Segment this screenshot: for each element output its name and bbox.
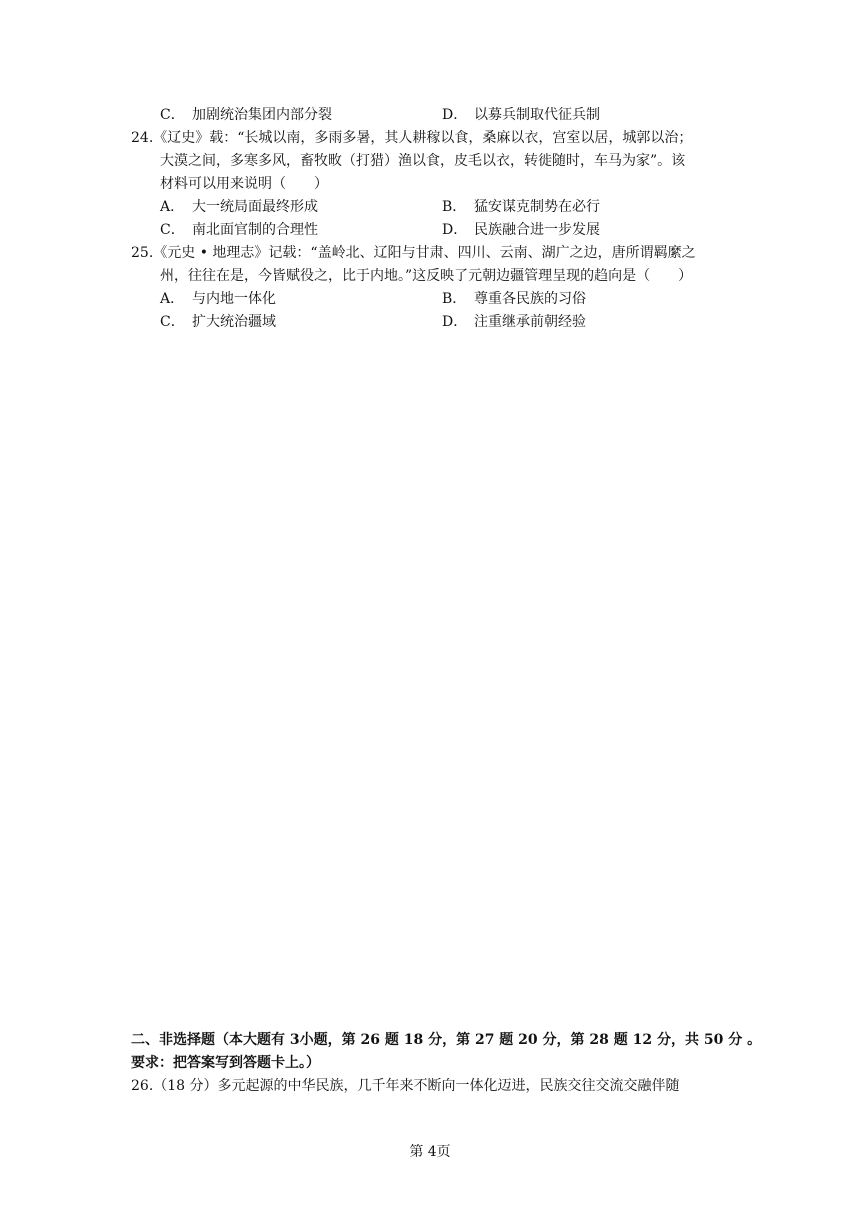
- q24-options-row-cd: [160, 219, 760, 242]
- q24-option-c: C． 南北面官制的合理性: [160, 222, 318, 238]
- page-number: 第 4页: [409, 1144, 451, 1160]
- q25-option-a: A． 与内地一体化: [160, 291, 276, 307]
- section2-heading-line-2: 要求：把答案写到答题卡上。）: [131, 1055, 320, 1071]
- q24-option-d: D． 民族融合进一步发展: [442, 222, 600, 238]
- q23-option-d: D． 以募兵制取代征兵制: [442, 107, 600, 123]
- section2-heading-line-1: 二、非选择题（本大题有 3小题，第 26 题 18 分，第 27 题 20 分，第 28 题 12 分，共 50 分 。: [131, 1032, 762, 1048]
- q25-options-row-ab: [160, 288, 760, 311]
- q25-stem-line-2: 州，往往在是，今皆赋役之，比于内地。”这反映了元朝边疆管理呈现的趋向是（ ）: [160, 268, 693, 284]
- q24-stem-line-3: 材料可以用来说明（ ）: [160, 176, 328, 192]
- q25-option-b: B． 尊重各民族的习俗: [442, 291, 586, 307]
- q24-option-a: A． 大一统局面最终形成: [160, 199, 318, 215]
- q24-stem-line-1: 24.《辽史》载：“长城以南，多雨多暑，其人耕稼以食，桑麻以衣，宫室以居，城郭以治；: [131, 130, 693, 146]
- q23-option-c: C． 加剧统治集团内部分裂: [160, 107, 332, 123]
- q24-stem-line-2: 大漠之间，多寒多风，畜牧畋（打猎）渔以食，皮毛以衣，转徙随时，车马为家”。该: [160, 153, 686, 169]
- q24-option-b: B． 猛安谋克制势在必行: [442, 199, 600, 215]
- q23-options-row-cd: [160, 104, 760, 127]
- q25-option-d: D． 注重继承前朝经验: [442, 314, 586, 330]
- q24-options-row-ab: [160, 196, 760, 219]
- q26-stem-line-1: 26.（18 分）多元起源的中华民族，几千年来不断向一体化迈进，民族交往交流交融伴随: [131, 1078, 680, 1094]
- q25-option-c: C． 扩大统治疆域: [160, 314, 276, 330]
- q25-options-row-cd: [160, 311, 760, 334]
- q25-stem-line-1: 25.《元史 • 地理志》记载：“盖岭北、辽阳与甘肃、四川、云南、湖广之边，唐所谓羁縻之: [131, 245, 696, 261]
